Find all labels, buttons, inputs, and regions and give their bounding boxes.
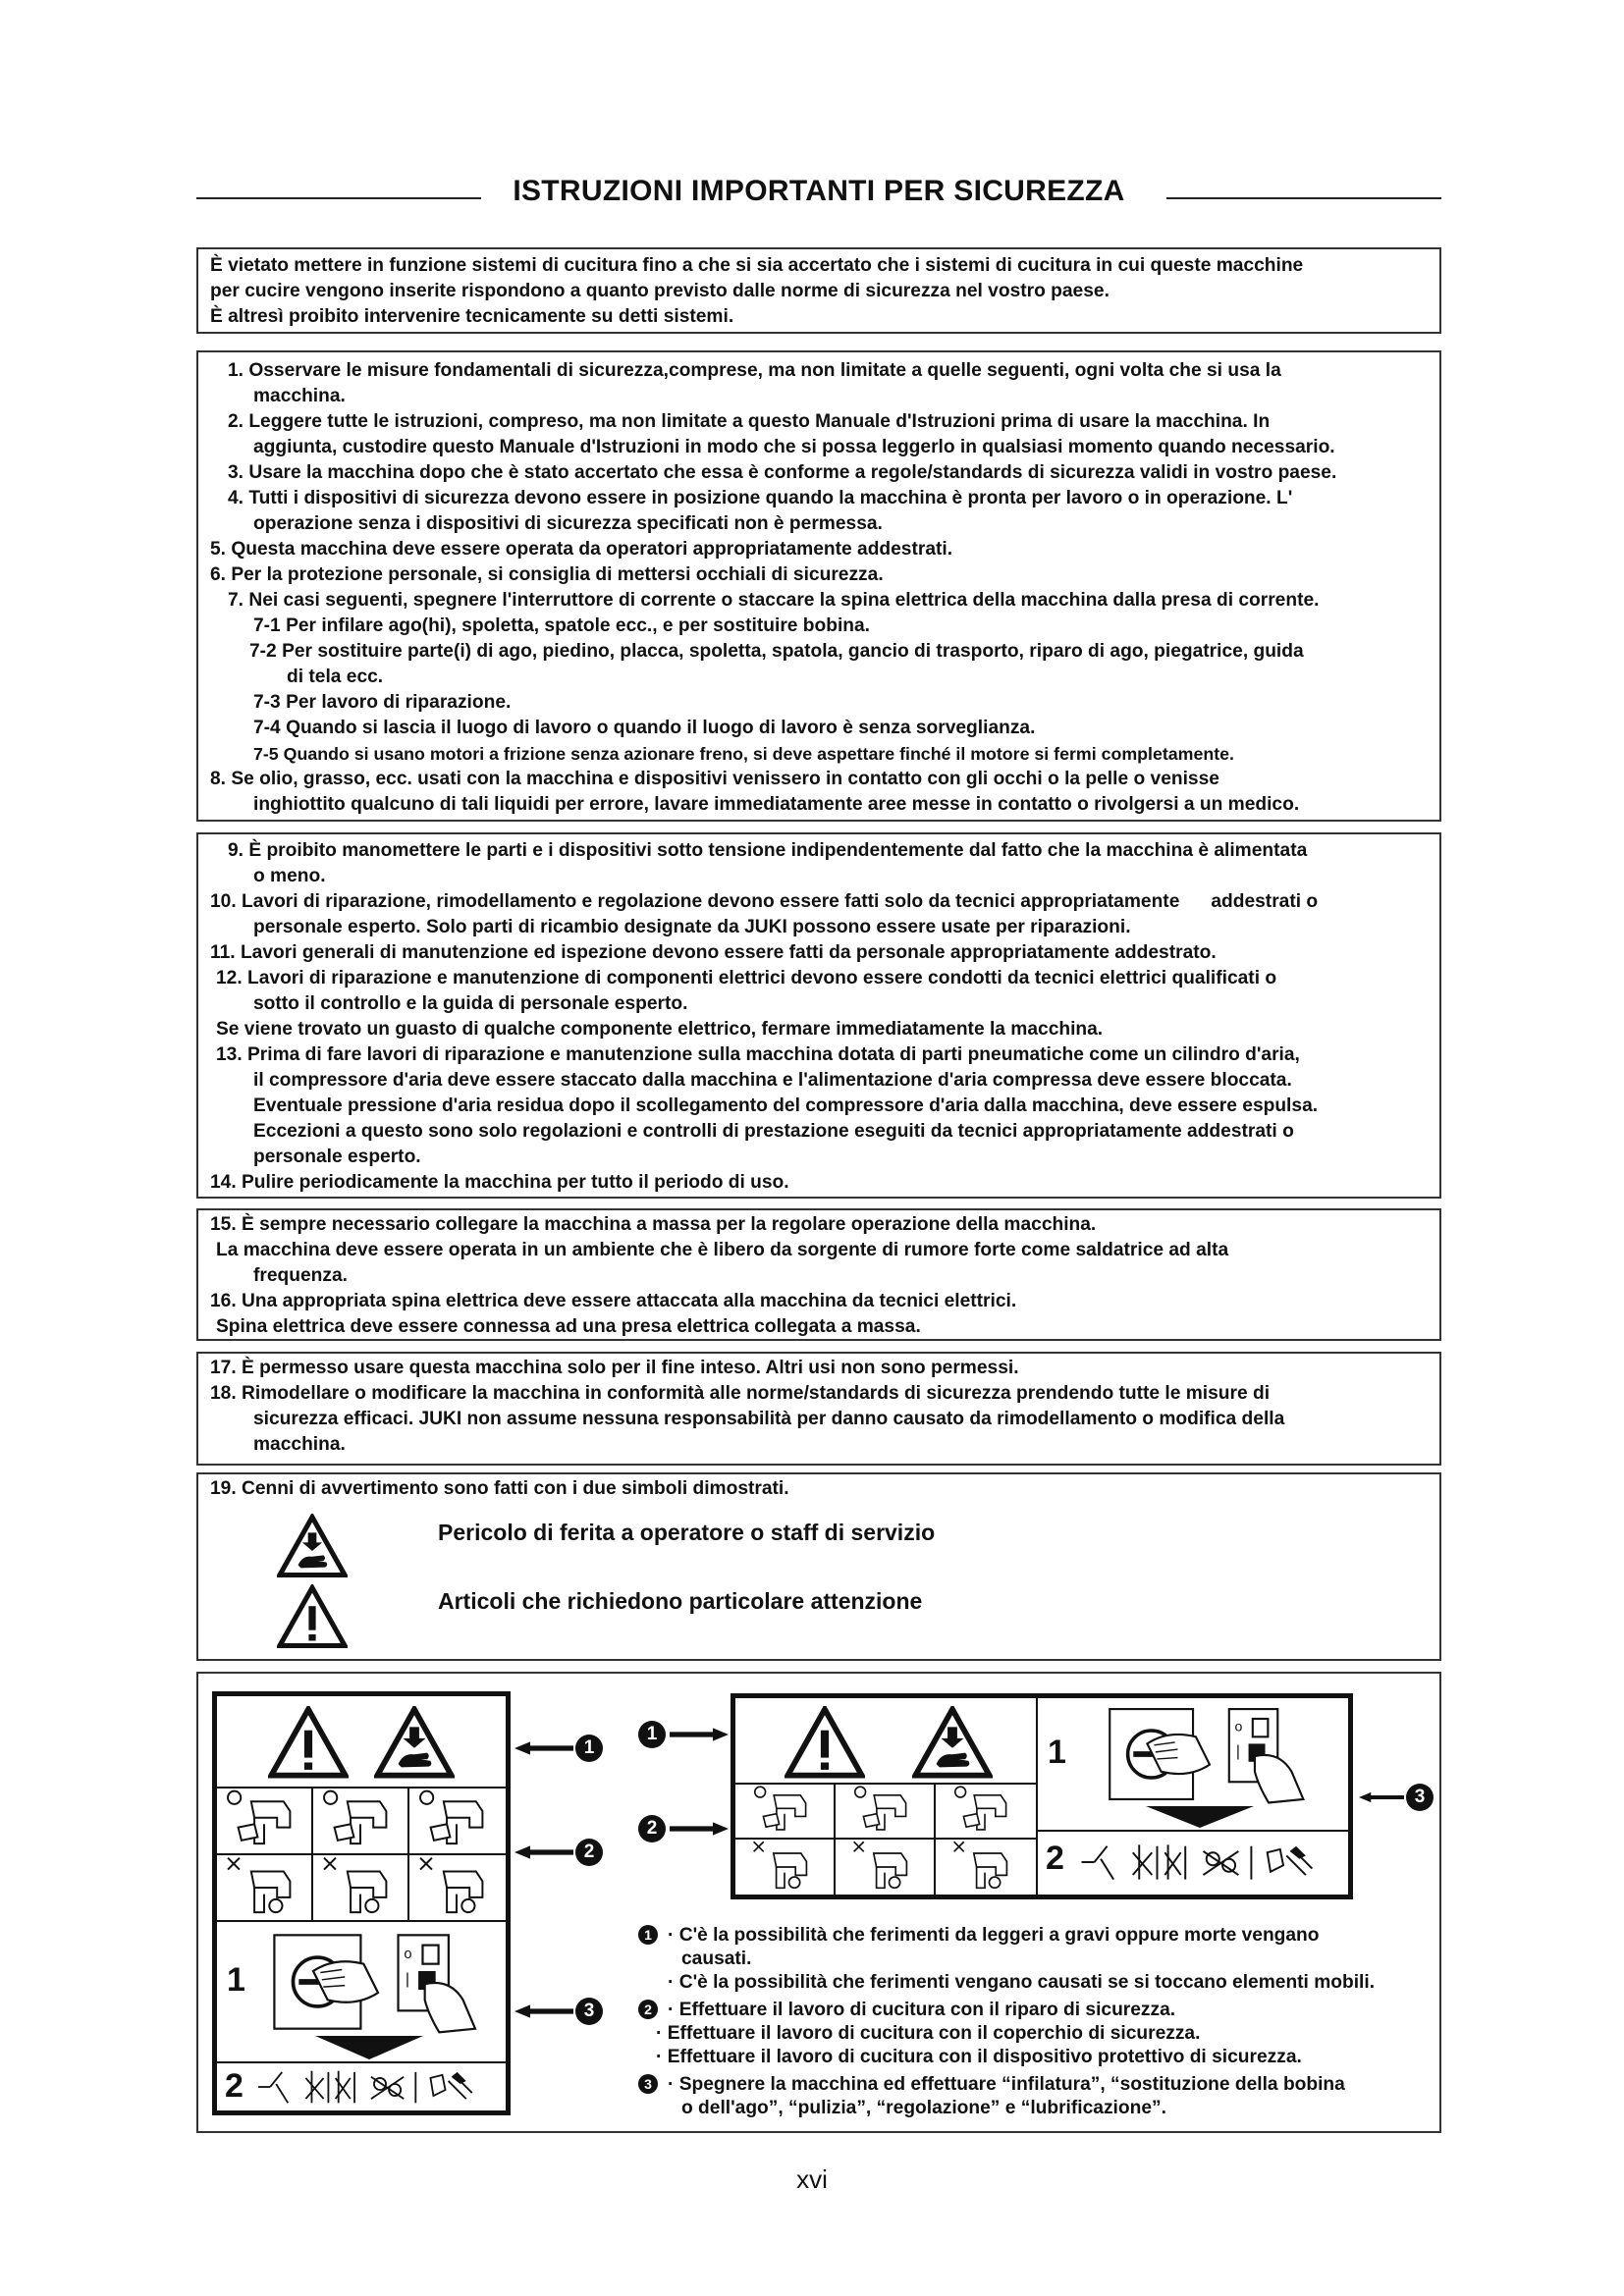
rule-line: 7-4 Quando si lascia il luogo di lavoro o quando il luogo di lavoro è senza sorveglianza. [253, 718, 1036, 738]
guard-ok-cell [311, 1787, 409, 1855]
down-arrow-icon [1146, 1806, 1254, 1828]
notice-line: per cucire vengono inserite rispondono a quanto previsto dalle norme di sicurezza nel vostro paese. [210, 281, 1110, 301]
page-title: ISTRUZIONI IMPORTANTI PER SICUREZZA [495, 175, 1142, 207]
guard-ok-cell [733, 1783, 836, 1840]
rule-line: 16. Una appropriata spina elettrica deve essere attaccata alla macchina da tecnici elettrici. [210, 1291, 1017, 1311]
marker-2: 2 [638, 2000, 658, 2019]
rule-line: Se viene trovato un guasto di qualche componente elettrico, fermare immediatamente la macchina. [216, 1019, 1104, 1040]
rule-line: La macchina deve essere operata in un ambiente che è libero da sorgente di rumore forte come saldatrice ad alta [216, 1240, 1229, 1260]
cover-guard-ok-icon [313, 1789, 407, 1853]
symbols-intro: 19. Cenni di avvertimento sono fatti con i due simboli dimostrati. [210, 1478, 789, 1499]
step-2-number: 2 [1046, 1840, 1064, 1877]
legend-line: 2 · Effettuare il lavoro di cucitura con il riparo di sicurezza. [638, 1998, 1175, 2023]
step-1-number: 1 [227, 1961, 245, 1999]
down-arrow-icon [315, 2036, 423, 2059]
guard-no-cell [834, 1838, 936, 1896]
marker-3: 3 [1406, 1784, 1434, 1811]
rule-line: sotto il controllo e la guida di personale esperto. [253, 993, 688, 1014]
arrow-right-icon [670, 1821, 729, 1837]
hazard-hand-warning-icon [277, 1514, 348, 1578]
section-3-box [196, 1208, 1441, 1341]
page-number: xvi [796, 2164, 828, 2194]
guard-ok-cell [215, 1787, 313, 1855]
section-6-box [196, 1672, 1441, 2133]
protector-ok-icon [409, 1789, 504, 1853]
notice-line: È vietato mettere in funzione sistemi di cucitura fino a che si sia accertato che i sistemi di cucitura in cui queste macchine [210, 255, 1304, 276]
rule-line: 8. Se olio, grasso, ecc. usati con la macchina e dispositivi venissero in contatto con gli occhi o la pelle o venisse [210, 769, 1219, 789]
arrow-left-icon [1359, 1789, 1404, 1805]
needle-guard-ok-icon [217, 1789, 311, 1853]
rule-line: aggiunta, custodire questo Manuale d'Istruzioni in modo che si possa leggerlo in qualsiasi momento quando necessario. [253, 437, 1335, 457]
arrow-left-icon [514, 1844, 573, 1860]
caution-exclamation-icon [277, 1584, 348, 1649]
rule-line: 1. Osservare le misure fondamentali di sicurezza,comprese, ma non limitate a quelle seguenti, ogni volta che si usa la [228, 360, 1281, 381]
guard-ok-cell [407, 1787, 508, 1855]
rule-line: 7. Nei casi seguenti, spegnere l'interruttore di corrente o staccare la spina elettrica della macchina dalla presa di corrente. [228, 590, 1320, 611]
rule-line: 11. Lavori generali di manutenzione ed ispezione devono essere fatti da personale appropriatamente addestrato. [210, 942, 1217, 963]
rule-line: Spina elettrica deve essere connessa ad una presa elettrica collegata a massa. [216, 1316, 921, 1337]
legend-line: · Effettuare il lavoro di cucitura con il coperchio di sicurezza. [656, 2023, 1201, 2044]
symbol-2-label: Articoli che richiedono particolare attenzione [438, 1588, 923, 1614]
marker-3: 3 [575, 1998, 603, 2025]
rule-line: sicurezza efficaci. JUKI non assume nessuna responsabilità per danno causato da rimodellamento o modifica della [253, 1409, 1285, 1429]
threading-needle-bobbin-cleaning-oiling-icon [1075, 1838, 1344, 1887]
rule-line: 15. È sempre necessario collegare la macchina a massa per la regolare operazione della macchina. [210, 1214, 1097, 1235]
rule-line: il compressore d'aria deve essere staccato dalla macchina e l'alimentazione d'aria compressa deve essere bloccata. [253, 1070, 1292, 1091]
rule-line: inghiottito qualcuno di tali liquidi per errore, lavare immediatamente aree messe in contatto o rivolgersi a un medico. [253, 794, 1300, 815]
rule-line: 18. Rimodellare o modificare la macchina in conformità alle norme/standards di sicurezza prendendo tutte le misure di [210, 1383, 1271, 1404]
guard-no-cell [407, 1853, 508, 1922]
marker-1: 1 [638, 1721, 666, 1748]
notice-line: È altresì proibito intervenire tecnicamente su detti sistemi. [210, 306, 734, 327]
rule-line: 12. Lavori di riparazione e manutenzione di componenti elettrici devono essere condotti da tecnici elettrici qualificati o [216, 968, 1277, 988]
caution-exclamation-icon [268, 1706, 349, 1779]
power-off-cell [1036, 1696, 1350, 1896]
warning-label-horizontal [731, 1693, 1353, 1899]
section-2-box [196, 832, 1441, 1199]
rule-line: macchina. [253, 1434, 346, 1455]
power-switch-hand-icon [260, 1928, 496, 2036]
rule-line: 7-3 Per lavoro di riparazione. [253, 692, 512, 713]
rule-line: 6. Per la protezione personale, si consiglia di mettersi occhiali di sicurezza. [210, 564, 884, 585]
rule-line: 7-1 Per infilare ago(hi), spoletta, spatole ecc., e per sostituire bobina. [253, 615, 871, 636]
title-row [196, 175, 1441, 214]
notice-box [196, 247, 1441, 334]
label-warning-row [215, 1694, 508, 1789]
arrow-left-icon [514, 1740, 573, 1756]
section-5-box [196, 1472, 1441, 1661]
guard-no-cell [733, 1838, 836, 1896]
caution-exclamation-icon [785, 1706, 865, 1779]
legend-line: · C'è la possibilità che ferimenti vengano causati se si toccano elementi mobili. [668, 1972, 1376, 1993]
step-1-number: 1 [1048, 1734, 1066, 1771]
section-1-box [196, 350, 1441, 822]
guard-no-cell [311, 1853, 409, 1922]
legend-line: 1 · C'è la possibilità che ferimenti da leggeri a gravi oppure morte vengano [638, 1923, 1320, 1949]
marker-1: 1 [575, 1735, 603, 1762]
rule-line: Eventuale pressione d'aria residua dopo il scollegamento del compressore d'aria dalla macchina, deve essere espulsa. [253, 1095, 1319, 1116]
rule-line: 7-5 Quando si usano motori a frizione senza azionare freno, si deve aspettare finché il motore si fermi completamente. [253, 744, 1234, 764]
cover-missing-icon [313, 1855, 407, 1920]
rule-line: 9. È proibito manomettere le parti e i dispositivi sotto tensione indipendentemente dal fatto che la macchina è alimentata [228, 840, 1308, 861]
rule-line: 2. Leggere tutte le istruzioni, compreso, ma non limitate a questo Manuale d'Istruzioni prima di usare la macchina. In [228, 411, 1271, 432]
rule-line: 13. Prima di fare lavori di riparazione e manutenzione sulla macchina dotata di parti pneumatiche come un cilindro d'aria, [216, 1044, 1300, 1065]
rule-line: 14. Pulire periodicamente la macchina per tutto il periodo di uso. [210, 1172, 789, 1193]
cover-guard-ok-icon [836, 1785, 934, 1838]
rule-line: macchina. [253, 386, 346, 406]
marker-2: 2 [575, 1839, 603, 1866]
section-4-box [196, 1352, 1441, 1466]
marker-1: 1 [638, 1925, 658, 1945]
guard-no-cell [934, 1838, 1038, 1896]
rule-line: Eccezioni a questo sono solo regolazioni e controlli di prestazione eseguiti da tecnici appropriatamente addestrati o [253, 1121, 1294, 1142]
marker-3: 3 [638, 2074, 658, 2094]
step-2-number: 2 [225, 2067, 244, 2105]
guard-no-cell [215, 1853, 313, 1922]
rule-line: personale esperto. [253, 1147, 421, 1167]
warning-label-vertical [212, 1691, 511, 2115]
cover-missing-icon [836, 1840, 934, 1895]
arrow-left-icon [514, 2003, 573, 2019]
rule-line: o meno. [253, 866, 326, 886]
marker-2: 2 [638, 1815, 666, 1842]
rule-line: 7-2 Per sostituire parte(i) di ago, piedino, placca, spoletta, spatola, gancio di trasporto, riparo di ago, piegatrice, guida [249, 641, 1304, 662]
legend-line: 3 · Spegnere la macchina ed effettuare “infilatura”, “sostituzione della bobina [638, 2072, 1345, 2098]
protector-missing-icon [936, 1840, 1034, 1895]
needle-guard-missing-icon [735, 1840, 834, 1895]
hazard-hand-warning-icon [374, 1706, 455, 1779]
rule-line: 4. Tutti i dispositivi di sicurezza devono essere in posizione quando la macchina è pronta per lavoro o in operazione. L' [228, 488, 1293, 508]
legend-line: · Effettuare il lavoro di cucitura con il dispositivo protettivo di sicurezza. [656, 2047, 1302, 2067]
protector-ok-icon [936, 1785, 1034, 1838]
arrow-right-icon [670, 1727, 729, 1742]
needle-guard-ok-icon [735, 1785, 834, 1838]
hazard-hand-warning-icon [912, 1706, 993, 1779]
rule-line: 5. Questa macchina deve essere operata da operatori appropriatamente addestrati. [210, 539, 953, 560]
power-off-cell [215, 1920, 508, 2112]
label-warning-row [733, 1696, 1038, 1785]
rule-line: 3. Usare la macchina dopo che è stato accertato che essa è conforme a regole/standards di sicurezza validi in vostro paese. [228, 462, 1337, 483]
rule-line: frequenza. [253, 1265, 348, 1286]
legend-line: o dell'ago”, “pulizia”, “regolazione” e “lubrificazione”. [681, 2098, 1166, 2118]
threading-needle-bobbin-cleaning-oiling-icon [252, 2065, 502, 2109]
needle-guard-missing-icon [217, 1855, 311, 1920]
guard-ok-cell [934, 1783, 1038, 1840]
rule-line: 17. È permesso usare questa macchina solo per il fine inteso. Altri usi non sono permessi. [210, 1358, 1019, 1378]
power-switch-hand-icon [1087, 1702, 1332, 1806]
rule-line: personale esperto. Solo parti di ricambio designate da JUKI possono essere usate per riparazioni. [253, 917, 1131, 937]
protector-missing-icon [409, 1855, 504, 1920]
legend-line: causati. [681, 1949, 752, 1969]
symbol-1-label: Pericolo di ferita a operatore o staff di servizio [438, 1520, 936, 1545]
rule-line: operazione senza i dispositivi di sicurezza specificati non è permessa. [253, 513, 883, 534]
rule-line: 10. Lavori di riparazione, rimodellamento e regolazione devono essere fatti solo da tecnici appropriatamente addestrati o [210, 891, 1319, 912]
rule-line: di tela ecc. [287, 667, 384, 687]
guard-ok-cell [834, 1783, 936, 1840]
